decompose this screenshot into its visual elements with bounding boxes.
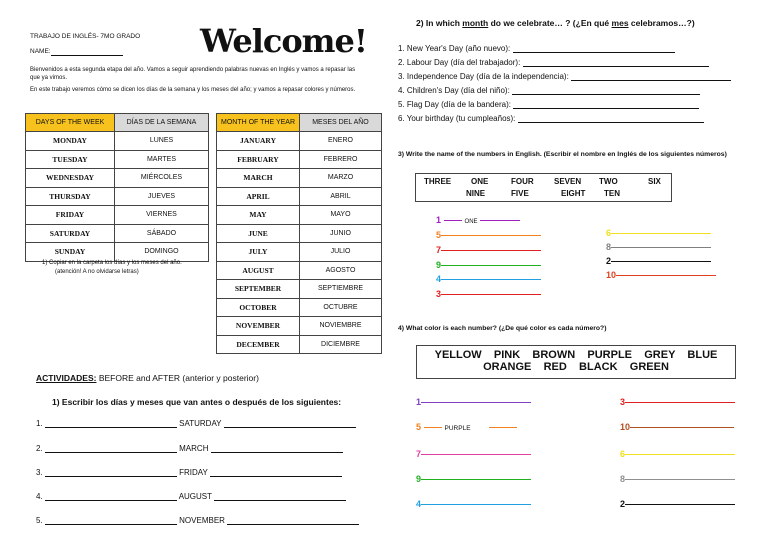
list-item[interactable]: 1 ONE — [436, 215, 520, 225]
numbers-word-box: THREE ONE FOUR SEVEN TWO SIX NINE FIVE EIGHT TEN — [415, 173, 672, 202]
table-row — [217, 132, 382, 151]
list-item[interactable]: 7 — [416, 449, 531, 459]
activities-label: ACTIVIDADES: — [36, 373, 97, 383]
month-es: DICIEMBRE — [300, 335, 382, 354]
question-4: 4) What color is each number? (¿De qué color es cada número?) — [398, 325, 607, 332]
table-row — [217, 335, 382, 354]
table-row — [217, 187, 382, 206]
months-col-en: MONTH OF THE YEAR — [217, 114, 300, 132]
intro-paragraph-1: Bienvenidos a esta segunda etapa del año. Vamos a seguir aprendiendo palabras nuevas en Inglés y vamos a repasar las que ya vimos. — [30, 67, 356, 81]
day-en: MONDAY — [26, 132, 115, 151]
name-label: NAME: — [30, 48, 51, 55]
month-es: ENERO — [300, 132, 382, 151]
ref-word: SATURDAY — [179, 419, 222, 428]
table-row — [217, 317, 382, 336]
list-item[interactable]: 8 — [620, 474, 735, 484]
table-row — [217, 169, 382, 188]
month-es: SEPTIEMBRE — [300, 280, 382, 299]
month-es: OCTUBRE — [300, 298, 382, 317]
month-es: MARZO — [300, 169, 382, 188]
list-item[interactable]: 9 — [416, 474, 531, 484]
list-item[interactable]: 8 — [606, 242, 711, 252]
list-item[interactable]: 10 — [606, 270, 716, 280]
table-row — [26, 132, 209, 151]
course-label: TRABAJO DE INGLÉS- 7MO GRADO — [30, 33, 141, 40]
name-field[interactable] — [30, 47, 123, 56]
list-item[interactable]: 2 — [620, 499, 735, 509]
list-item[interactable]: 1 — [416, 397, 531, 407]
list-item[interactable]: 5 PURPLE — [416, 422, 517, 432]
list-item[interactable]: 5 — [436, 230, 541, 240]
colors-row-2: ORANGE RED BLACK GREEN — [483, 361, 669, 373]
colors-row-1: YELLOW PINK BROWN PURPLE GREY BLUE — [434, 349, 718, 361]
table-row — [26, 206, 209, 225]
table-row — [217, 206, 382, 225]
intro-paragraph-2: En este trabajo veremos cómo se dicen los días de la semana y los meses del año; y vamos a repasar colores y números. — [30, 87, 356, 93]
colors-word-box — [416, 345, 736, 379]
month-es: AGOSTO — [300, 261, 382, 280]
day-en: TUESDAY — [26, 150, 115, 169]
ref-word: NOVEMBER — [179, 516, 225, 525]
days-col-es: DÍAS DE LA SEMANA — [115, 114, 209, 132]
month-es: ABRIL — [300, 187, 382, 206]
month-en: AUGUST — [217, 261, 300, 280]
month-en: JULY — [217, 243, 300, 262]
month-es: JUNIO — [300, 224, 382, 243]
table-row — [217, 280, 382, 299]
day-es: DOMINGO — [115, 243, 209, 262]
days-col-en: DAYS OF THE WEEK — [26, 114, 115, 132]
table-row — [217, 298, 382, 317]
question-3: 3) Write the name of the numbers in English. (Escribir el nombre en Inglés de los siguientes números) — [398, 151, 727, 158]
table-row — [26, 224, 209, 243]
day-en: THURSDAY — [26, 187, 115, 206]
list-item[interactable]: 4 — [416, 499, 531, 509]
table-row — [26, 187, 209, 206]
question-2: 2) In which month do we celebrate… ? (¿En qué mes celebramos…?) — [416, 18, 695, 28]
list-item[interactable]: 5. NOVEMBER — [36, 516, 359, 525]
list-item[interactable]: 2. MARCH — [36, 444, 343, 453]
list-item[interactable]: 9 — [436, 260, 541, 270]
list-item[interactable]: 7 — [436, 245, 541, 255]
day-es: JUEVES — [115, 187, 209, 206]
example-answer: PURPLE — [444, 425, 471, 432]
month-en: FEBRUARY — [217, 150, 300, 169]
list-item[interactable]: 4 — [436, 274, 541, 284]
day-es: VIERNES — [115, 206, 209, 225]
day-en: FRIDAY — [26, 206, 115, 225]
list-item[interactable]: 2. Labour Day (día del trabajador): — [398, 58, 709, 67]
day-es: LUNES — [115, 132, 209, 151]
day-es: SÁBADO — [115, 224, 209, 243]
activities-heading — [36, 373, 259, 383]
month-en: JUNE — [217, 224, 300, 243]
month-en: MAY — [217, 206, 300, 225]
month-es: NOVIEMBRE — [300, 317, 382, 336]
table-row — [217, 243, 382, 262]
month-es: FEBRERO — [300, 150, 382, 169]
list-item[interactable]: 1. New Year's Day (año nuevo): — [398, 44, 675, 53]
table-row — [217, 150, 382, 169]
list-item[interactable]: 4. Children's Day (día del niño): — [398, 86, 700, 95]
month-en: NOVEMBER — [217, 317, 300, 336]
table-row — [26, 169, 209, 188]
days-table — [25, 113, 209, 262]
day-en: SUNDAY — [26, 243, 115, 262]
month-en: JANUARY — [217, 132, 300, 151]
months-table — [216, 113, 382, 354]
table-row — [26, 150, 209, 169]
month-en: DECEMBER — [217, 335, 300, 354]
table-row — [217, 224, 382, 243]
question-1: 1) Escribir los días y meses que van antes o después de los siguientes: — [52, 397, 342, 407]
list-item[interactable]: 4. AUGUST — [36, 492, 346, 501]
ref-word: AUGUST — [178, 492, 212, 501]
months-col-es: MESES DEL AÑO — [300, 114, 382, 132]
list-item[interactable]: 1. SATURDAY — [36, 419, 356, 428]
activities-subtitle: BEFORE and AFTER (anterior y posterior) — [96, 373, 259, 383]
day-en: WEDNESDAY — [26, 169, 115, 188]
list-item[interactable]: 3. Independence Day (día de la independencia): — [398, 72, 731, 81]
day-es: MIÉRCOLES — [115, 169, 209, 188]
month-en: SEPTEMBER — [217, 280, 300, 299]
day-en: SATURDAY — [26, 224, 115, 243]
table-row — [217, 261, 382, 280]
list-item[interactable]: 3 — [436, 289, 541, 299]
list-item[interactable]: 3. FRIDAY — [36, 468, 342, 477]
month-en: MARCH — [217, 169, 300, 188]
ref-word: MARCH — [179, 444, 209, 453]
attention-note: (atención! A no olvidarse letras) — [55, 269, 139, 275]
list-item[interactable]: 6. Your birthday (tu cumpleaños): — [398, 114, 704, 123]
list-item[interactable]: 6 — [606, 228, 711, 238]
list-item[interactable]: 5. Flag Day (día de la bandera): — [398, 100, 699, 109]
example-answer: ONE — [464, 219, 478, 225]
list-item[interactable]: 2 — [606, 256, 711, 266]
month-en: OCTOBER — [217, 298, 300, 317]
month-es: MAYO — [300, 206, 382, 225]
ref-word: FRIDAY — [179, 468, 208, 477]
list-item[interactable]: 3 — [620, 397, 735, 407]
welcome-title: Welcome! — [200, 22, 367, 60]
list-item[interactable]: 10 — [620, 422, 734, 432]
month-es: JULIO — [300, 243, 382, 262]
day-es: MARTES — [115, 150, 209, 169]
month-en: APRIL — [217, 187, 300, 206]
list-item[interactable]: 6 — [620, 449, 735, 459]
copy-note: 1) Copiar en la carpeta los días y los meses del año. — [42, 260, 182, 266]
